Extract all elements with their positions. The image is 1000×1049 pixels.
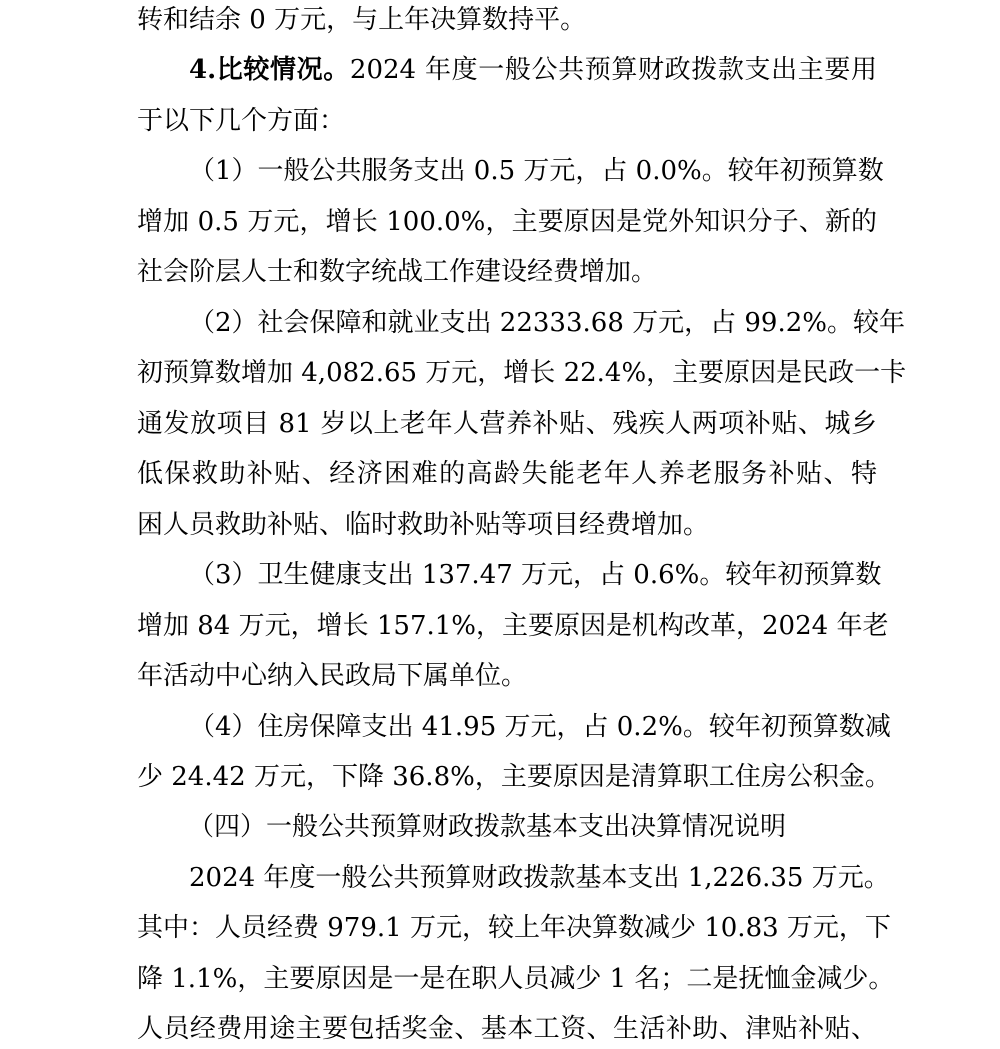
text-line: 初预算数增加 4,082.65 万元，增长 22.4%，主要原因是民政一卡: [137, 358, 907, 388]
text-line: 低保救助补贴、经济困难的高龄失能老年人养老服务补贴、特: [137, 459, 877, 489]
text-line: 于以下几个方面：: [137, 106, 346, 136]
text-line: 人员经费用途主要包括奖金、基本工资、生活补助、津贴补贴、: [137, 1014, 877, 1044]
paragraph-item-3-line: （3）卫生健康支出 137.47 万元，占 0.6%。较年初预算数: [189, 560, 882, 590]
text-line: 社会阶层人士和数字统战工作建设经费增加。: [137, 257, 658, 287]
text-line: 增加 84 万元，增长 157.1%，主要原因是机构改革，2024 年老: [137, 611, 889, 641]
section-heading-basic-expenditure: （四）一般公共预算财政拨款基本支出决算情况说明: [188, 812, 787, 842]
section-heading-comparison: [189, 50, 877, 90]
text-line: 通发放项目 81 岁以上老年人营养补贴、残疾人两项补贴、城乡: [137, 409, 877, 439]
paragraph-item-2-line: （2）社会保障和就业支出 22333.68 万元，占 99.2%。较年: [189, 308, 905, 338]
paragraph-item-1-line: （1）一般公共服务支出 0.5 万元，占 0.0%。较年初预算数: [189, 156, 884, 186]
text-line: 转和结余 0 万元，与上年决算数持平。: [137, 5, 587, 35]
bold-heading-label: 4.比较情况。: [189, 55, 350, 85]
text-line: 降 1.1%，主要原因是一是在职人员减少 1 名；二是抚恤金减少。: [137, 964, 895, 994]
text-line: 困人员救助补贴、临时救助补贴等项目经费增加。: [137, 510, 710, 540]
text-line: 少 24.42 万元，下降 36.8%，主要原因是清算职工住房公积金。: [137, 762, 891, 792]
text-line: 增加 0.5 万元，增长 100.0%，主要原因是党外知识分子、新的: [137, 207, 877, 237]
text-line: 年活动中心纳入民政局下属单位。: [137, 661, 528, 691]
text-line: 其中：人员经费 979.1 万元，较上年决算数减少 10.83 万元，下: [137, 913, 891, 943]
paragraph-item-4-line: （4）住房保障支出 41.95 万元，占 0.2%。较年初预算数减: [189, 712, 891, 742]
paragraph-line: 2024 年度一般公共预算财政拨款基本支出 1,226.35 万元。: [189, 863, 890, 893]
text-segment: 2024 年度一般公共预算财政拨款支出主要用: [349, 55, 877, 85]
